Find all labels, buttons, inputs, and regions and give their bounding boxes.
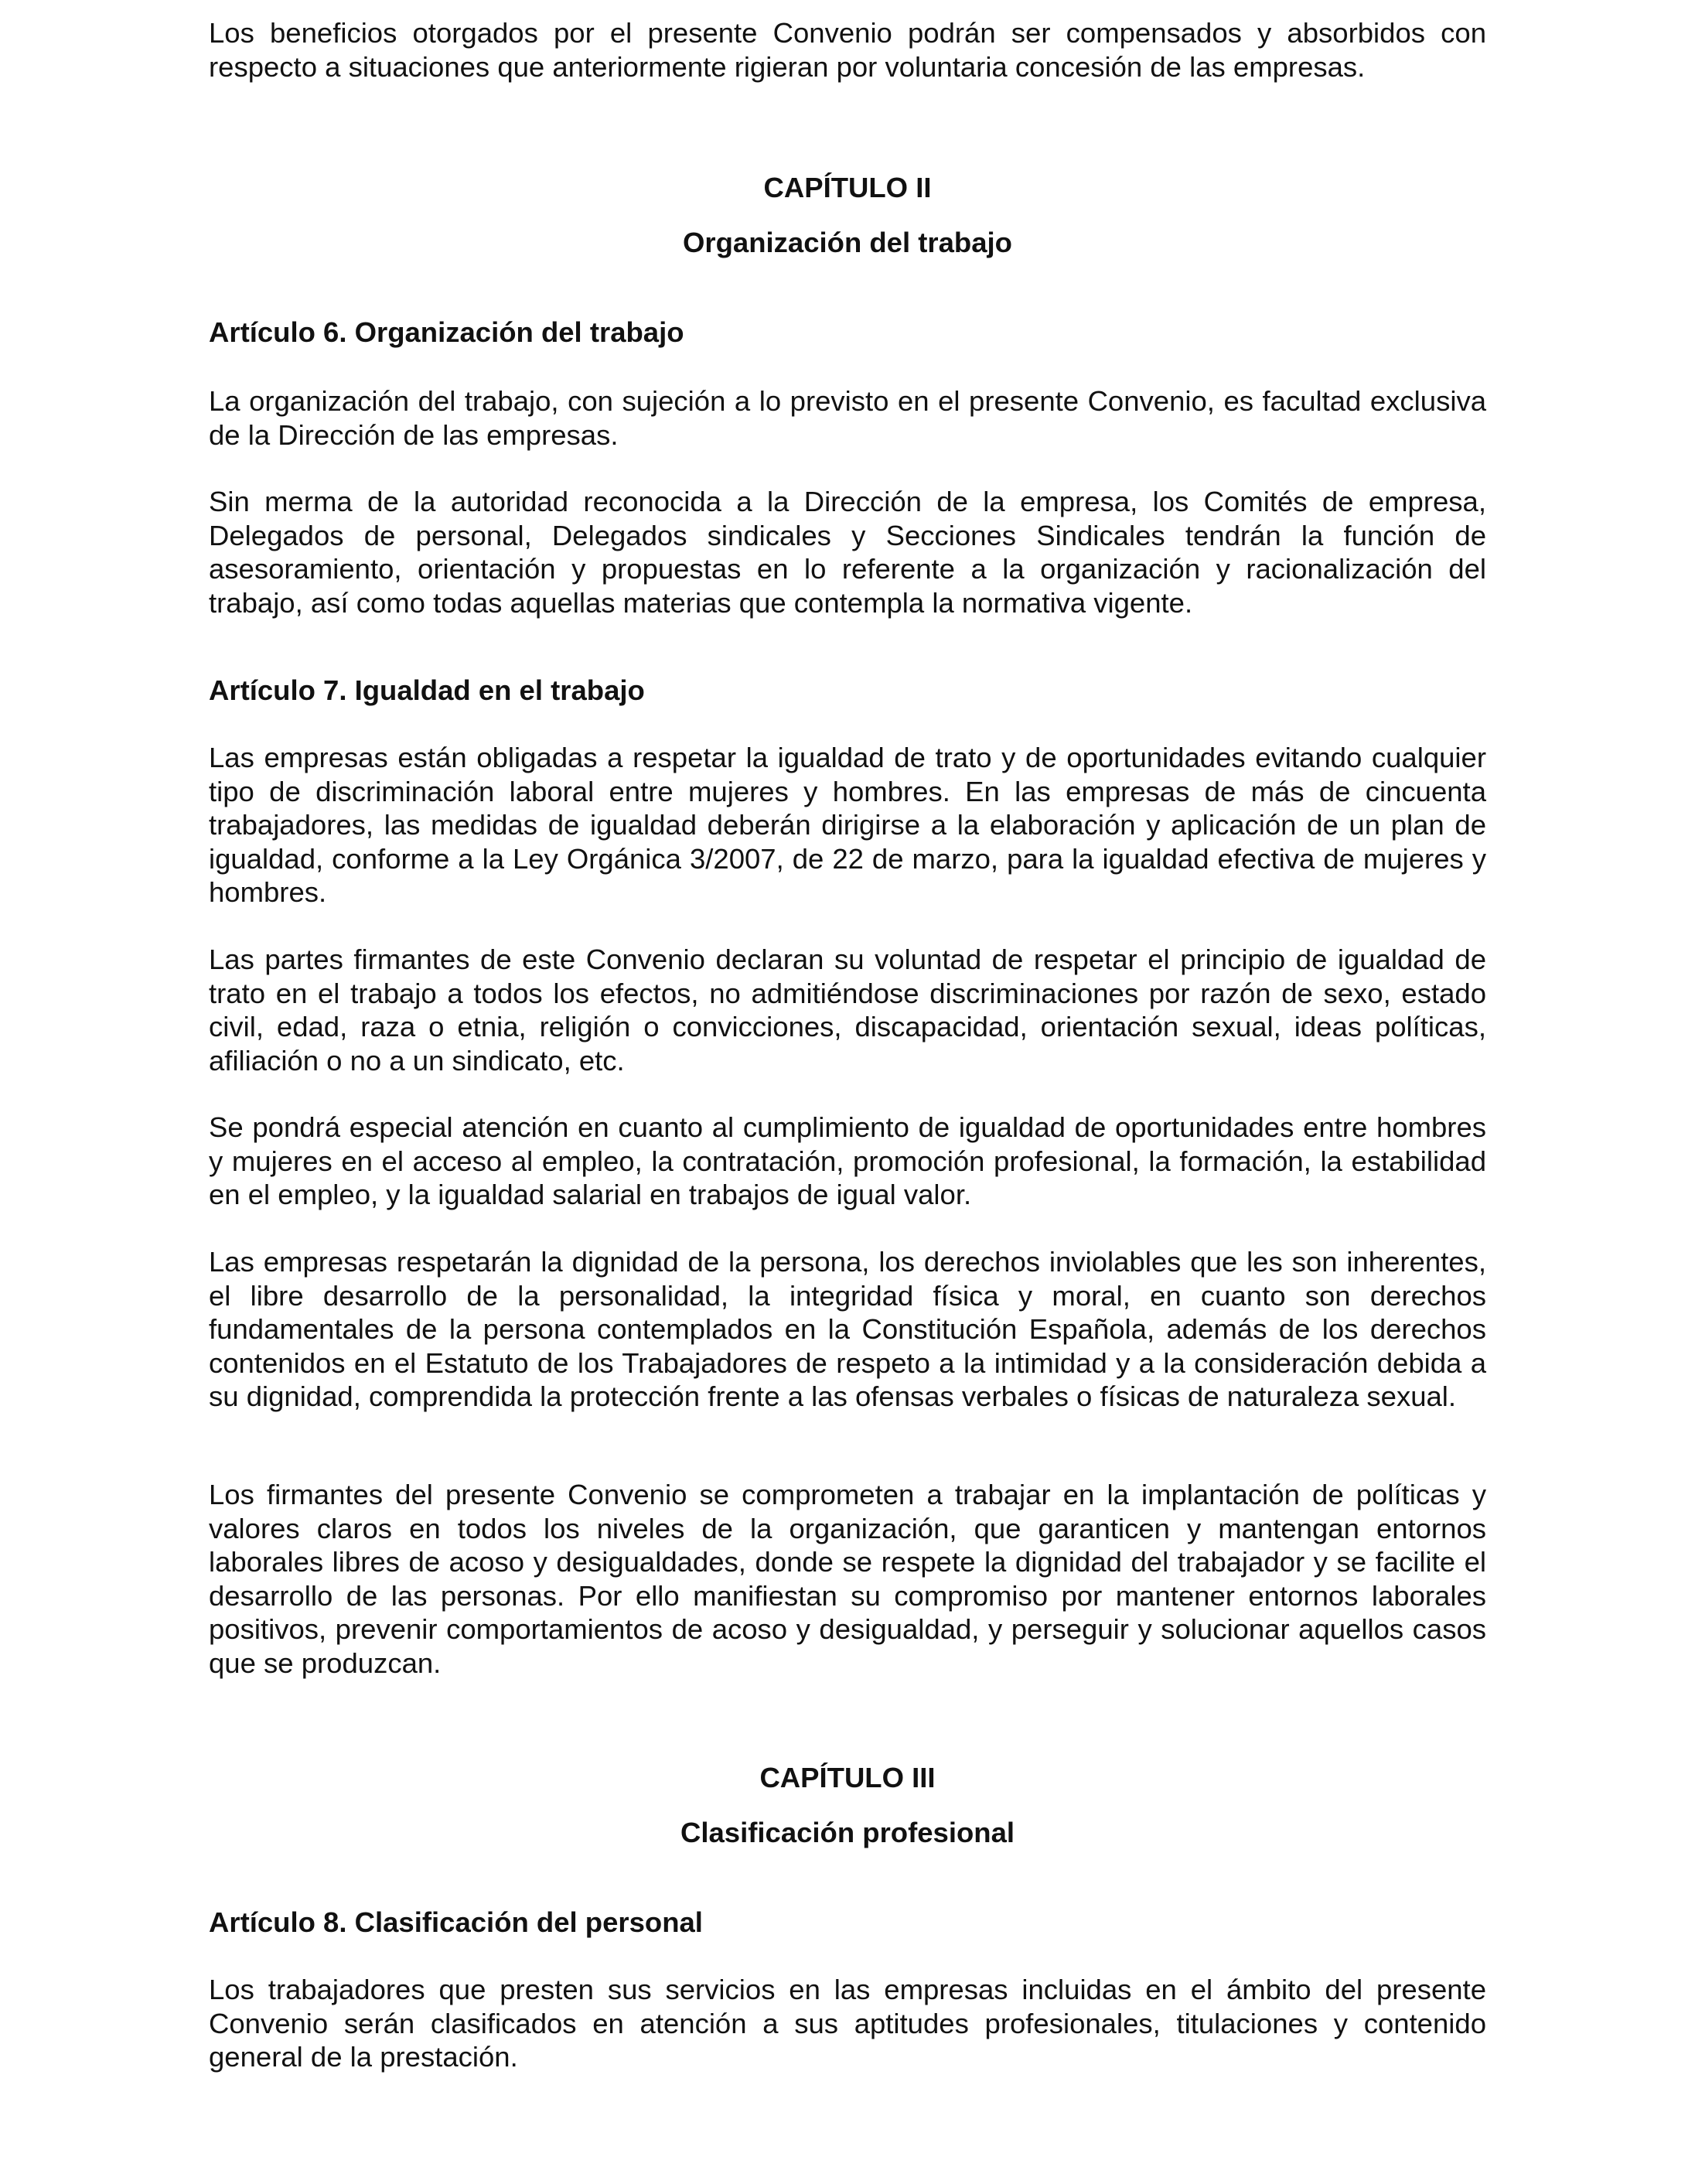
article-7-paragraph-1: Las empresas están obligadas a respetar la igualdad de trato y de oportunidades evitando cualquier tipo de discriminación laboral entre mujeres y hombres. En las empresas de más de cincuenta trabajadores, las medidas de igualdad deberán dirigirse a la elaboración y aplicación de un plan de igualdad, conforme a la Ley Orgánica 3/2007, de 22 de marzo, para la igualdad efectiva de mujeres y hombres.: [209, 742, 1486, 908]
chapter-2-number: CAPÍTULO II: [763, 172, 932, 203]
article-6-paragraph-1: La organización del trabajo, con sujeción a lo previsto en el presente Convenio, es facultad exclusiva de la Dirección de las empresas.: [209, 385, 1486, 451]
article-7-paragraph-4: Las empresas respetarán la dignidad de la persona, los derechos inviolables que les son inherentes, el libre desarrollo de la personalidad, la integridad física y moral, en cuanto son derechos fundamentales de la persona contemplados en la Constitución Española, además de los derechos contenidos en el Estatuto de los Trabajadores de respeto a la intimidad y a la consideración debida a su dignidad, comprendida la protección frente a las ofensas verbales o físicas de naturaleza sexual.: [209, 1246, 1486, 1412]
article-7-paragraph-2: Las partes firmantes de este Convenio declaran su voluntad de respetar el principio de igualdad de trato en el trabajo a todos los efectos, no admitiéndose discriminaciones por razón de sexo, estado civil, edad, raza o etnia, religión o convicciones, discapacidad, orientación sexual, ideas políticas, afiliación o no a un sindicato, etc.: [209, 944, 1486, 1077]
article-8-paragraph-1: Los trabajadores que presten sus servicios en las empresas incluidas en el ámbito del presente Convenio serán clasificados en atención a sus aptitudes profesionales, titulaciones y contenido general de la prestación.: [209, 1974, 1486, 2073]
article-7-paragraph-3: Se pondrá especial atención en cuanto al cumplimiento de igualdad de oportunidades entre hombres y mujeres en el acceso al empleo, la contratación, promoción profesional, la formación, la estabilidad en el empleo, y la igualdad salarial en trabajos de igual valor.: [209, 1111, 1486, 1210]
chapter-3-title: Clasificación profesional: [680, 1817, 1015, 1848]
chapter-3-number: CAPÍTULO III: [759, 1762, 936, 1793]
intro-paragraph: Los beneficios otorgados por el presente Convenio podrán ser compensados y absorbidos con respecto a situaciones que anteriormente rigieran por voluntaria concesión de las empresas.: [209, 17, 1486, 83]
chapter-2-title: Organización del trabajo: [683, 227, 1012, 258]
article-7-title: Artículo 7. Igualdad en el trabajo: [209, 674, 645, 706]
article-8-title: Artículo 8. Clasificación del personal: [209, 1906, 703, 1938]
article-6-title: Artículo 6. Organización del trabajo: [209, 316, 684, 348]
article-7-paragraph-5: Los firmantes del presente Convenio se comprometen a trabajar en la implantación de políticas y valores claros en todos los niveles de la organización, que garanticen y mantengan entornos laborales libres de acoso y desigualdades, donde se respete la dignidad del trabajador y se facilite el desarrollo de las personas. Por ello manifiestan su compromiso por mantener entornos laborales positivos, prevenir comportamientos de acoso y desigualdad, y perseguir y solucionar aquellos casos que se produzcan.: [209, 1479, 1486, 1679]
article-6-paragraph-2: Sin merma de la autoridad reconocida a la Dirección de la empresa, los Comités de empresa, Delegados de personal, Delegados sindicales y Secciones Sindicales tendrán la función de asesoramiento, orientación y propuestas en lo referente a la organización y racionalización del trabajo, así como todas aquellas materias que contempla la normativa vigente.: [209, 486, 1486, 619]
